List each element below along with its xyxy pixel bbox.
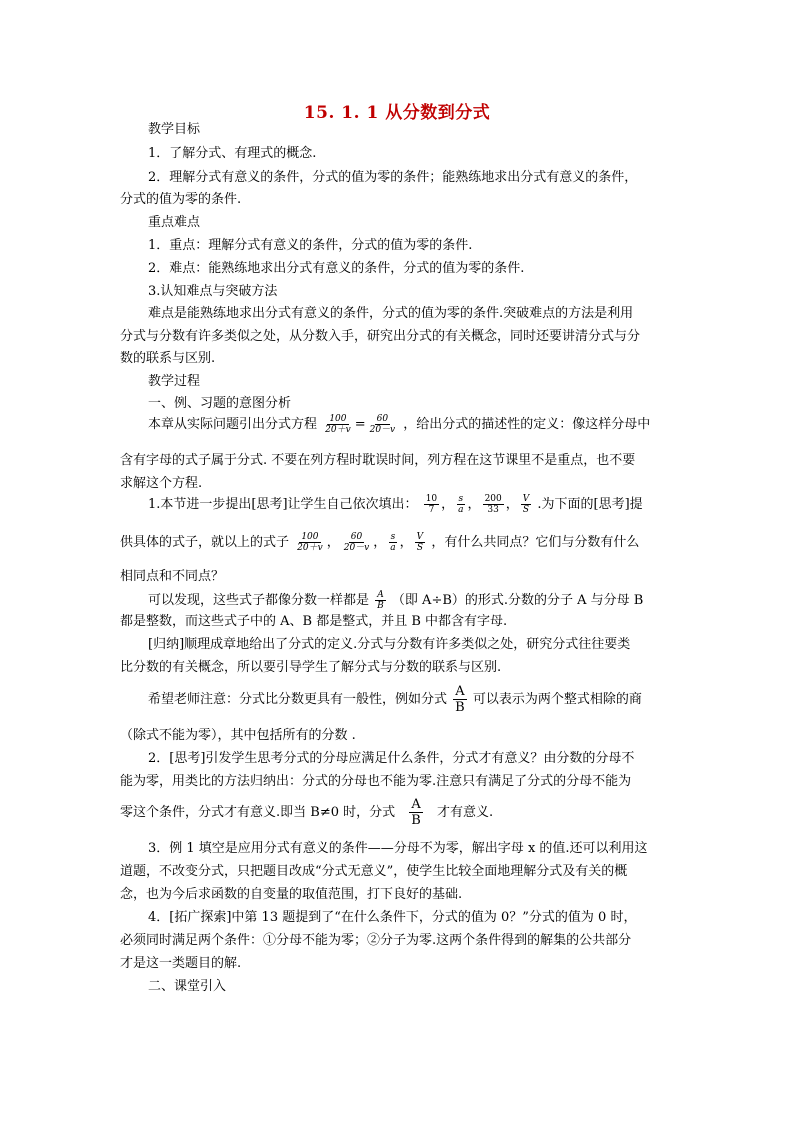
text-line: 分式的值为零的条件. <box>120 192 242 207</box>
text-line: 含有字母的式子属于分式. 不要在列方程时耽误时间，列方程在这节课里不是重点，也不要 <box>120 453 636 468</box>
denominator: B <box>411 813 421 828</box>
fraction <box>295 532 325 553</box>
fraction <box>342 532 372 553</box>
text-line-with-fractions <box>148 494 708 515</box>
text-line: 3.认知难点与突破方法 <box>148 284 278 299</box>
heading-section-one: 一、例、习题的意图分析 <box>148 396 292 411</box>
denominator: S <box>416 543 423 553</box>
numerator: V <box>416 532 424 542</box>
heading-teaching-process: 教学过程 <box>148 374 201 389</box>
numerator: 100 <box>329 414 347 424</box>
fraction <box>368 414 398 435</box>
fraction <box>415 532 426 553</box>
numerator: A <box>455 684 465 699</box>
numerator: 100 <box>301 532 319 542</box>
denominator: 7 <box>428 505 435 515</box>
fraction <box>388 532 397 553</box>
fraction <box>521 494 532 515</box>
text-line: 念，也为今后求函数的自变量的取值范围，打下良好的基础. <box>120 887 463 902</box>
text-line: 求解这个方程. <box>120 476 203 491</box>
text-line: 难点是能熟练地求出分式有意义的条件，分式的值为零的条件.突破难点的方法是利用 <box>148 306 634 321</box>
denominator: a <box>390 543 396 553</box>
separator: ， <box>505 497 519 512</box>
numerator: 60 <box>376 414 389 424</box>
text-line-with-fraction <box>148 684 708 715</box>
text-line: 都是整数，而这些式子中的 A、B 都是整式，并且 B 中都含有字母. <box>120 614 508 629</box>
denominator: a <box>458 505 464 515</box>
fraction <box>453 684 467 715</box>
text-line: 1．了解分式、有理式的概念. <box>148 146 317 161</box>
fraction <box>409 797 423 828</box>
numerator: s <box>458 494 464 504</box>
text-line-with-equation <box>148 414 708 435</box>
text-line: [归纳]顺理成章地给出了分式的定义.分式与分数有许多类似之处，研究分式往往要类 <box>148 637 631 652</box>
text-line: 4．[拓广探索]中第 13 题提到了“在什么条件下，分式的值为 0？”分式的值为 0 时， <box>148 910 637 925</box>
separator: ， <box>399 535 413 550</box>
text-fragment: 才有意义. <box>436 805 494 820</box>
denominator: 33 <box>487 505 499 515</box>
fraction <box>483 494 504 515</box>
numerator: A <box>411 797 421 812</box>
denominator: 20＋v <box>297 543 323 553</box>
text-line: 1．重点：理解分式有意义的条件，分式的值为零的条件. <box>148 238 473 253</box>
text-line: 能为零，用类比的方法归纳出：分式的分母也不能为零.注意只有满足了分式的分母不能为 <box>120 774 632 789</box>
text-fragment: ，给出分式的描述性的定义：像这样分母中 <box>403 417 651 432</box>
text-line: 数的联系与区别. <box>120 351 216 366</box>
text-fragment: 供具体的式子，就以上的式子 <box>120 535 290 550</box>
text-fragment: 零这个条件，分式才有意义.即当 B≠0 时，分式 <box>120 805 396 820</box>
text-line: （除式不能为零），其中包括所有的分数 . <box>120 728 356 743</box>
heading-key-points: 重点难点 <box>148 215 201 230</box>
numerator: 10 <box>425 494 438 504</box>
text-line: 比分数的有关概念，所以要引导学生了解分式与分数的联系与区别. <box>120 660 502 675</box>
denominator: 20－v <box>343 543 370 553</box>
text-line-with-fraction <box>148 590 708 611</box>
separator: ， <box>326 535 340 550</box>
text-line-with-fraction <box>120 797 680 828</box>
fraction <box>323 414 353 435</box>
separator: ， <box>373 535 387 550</box>
numerator: 60 <box>350 532 363 542</box>
denominator: S <box>522 505 530 515</box>
numerator: V <box>522 494 530 504</box>
fraction <box>456 494 465 515</box>
fraction <box>424 494 439 515</box>
text-line-with-fractions <box>120 532 680 553</box>
text-fragment: （即 A÷B）的形式.分数的分子 A 与分母 B <box>391 593 644 608</box>
denominator: 20－v <box>369 425 396 435</box>
text-line: 2．理解分式有意义的条件，分式的值为零的条件；能熟练地求出分式有意义的条件， <box>148 170 638 185</box>
numerator: A <box>377 590 384 600</box>
text-line: 2．难点：能熟练地求出分式有意义的条件，分式的值为零的条件. <box>148 261 525 276</box>
separator: ， <box>441 497 455 512</box>
text-line: 必须同时满足两个条件：①分母不能为零；②分子为零.这两个条件得到的解集的公共部分 <box>120 933 632 948</box>
text-fragment: 可以发现，这些式子都像分数一样都是 <box>148 593 370 608</box>
separator: ， <box>467 497 481 512</box>
text-line: 才是这一类题目的解. <box>120 956 242 971</box>
text-fragment: 本章从实际问题引出分式方程 <box>148 417 318 432</box>
numerator: s <box>390 532 396 542</box>
text-fragment: ，有什么共同点？它们与分数有什么 <box>431 535 640 550</box>
text-fragment: 1.本节进一步提出[思考]让学生自己依次填出： <box>148 497 418 512</box>
denominator: 20＋v <box>325 425 351 435</box>
numerator: 200 <box>484 494 502 504</box>
equals-sign: = <box>354 417 366 432</box>
heading-teaching-goals: 教学目标 <box>148 122 201 137</box>
text-line: 道题，不改变分式，只把题目改成“分式无意义”，使学生比较全面地理解分式及有关的概 <box>120 864 628 879</box>
text-line: 2．[思考]引发学生思考分式的分母应满足什么条件，分式才有意义？由分数的分母不 <box>148 751 635 766</box>
fraction <box>375 590 386 611</box>
page-title: 15. 1. 1 从分数到分式 <box>303 103 491 123</box>
text-line: 分式与分数有许多类似之处，从分数入手，研究出分式的有关概念，同时还要讲清分式与分 <box>120 329 641 344</box>
text-fragment: .为下面的[思考]提 <box>537 497 643 512</box>
text-line: 相同点和不同点？ <box>120 569 225 584</box>
text-fragment: 可以表示为两个整式相除的商 <box>472 692 642 707</box>
denominator: B <box>377 601 384 611</box>
heading-section-two: 二、课堂引入 <box>148 979 227 994</box>
text-line: 3．例 1 填空是应用分式有意义的条件——分母不为零，解出字母 x 的值.还可以利用这 <box>148 841 648 856</box>
text-fragment: 希望老师注意：分式比分数更具有一般性，例如分式 <box>148 692 448 707</box>
denominator: B <box>455 700 465 715</box>
